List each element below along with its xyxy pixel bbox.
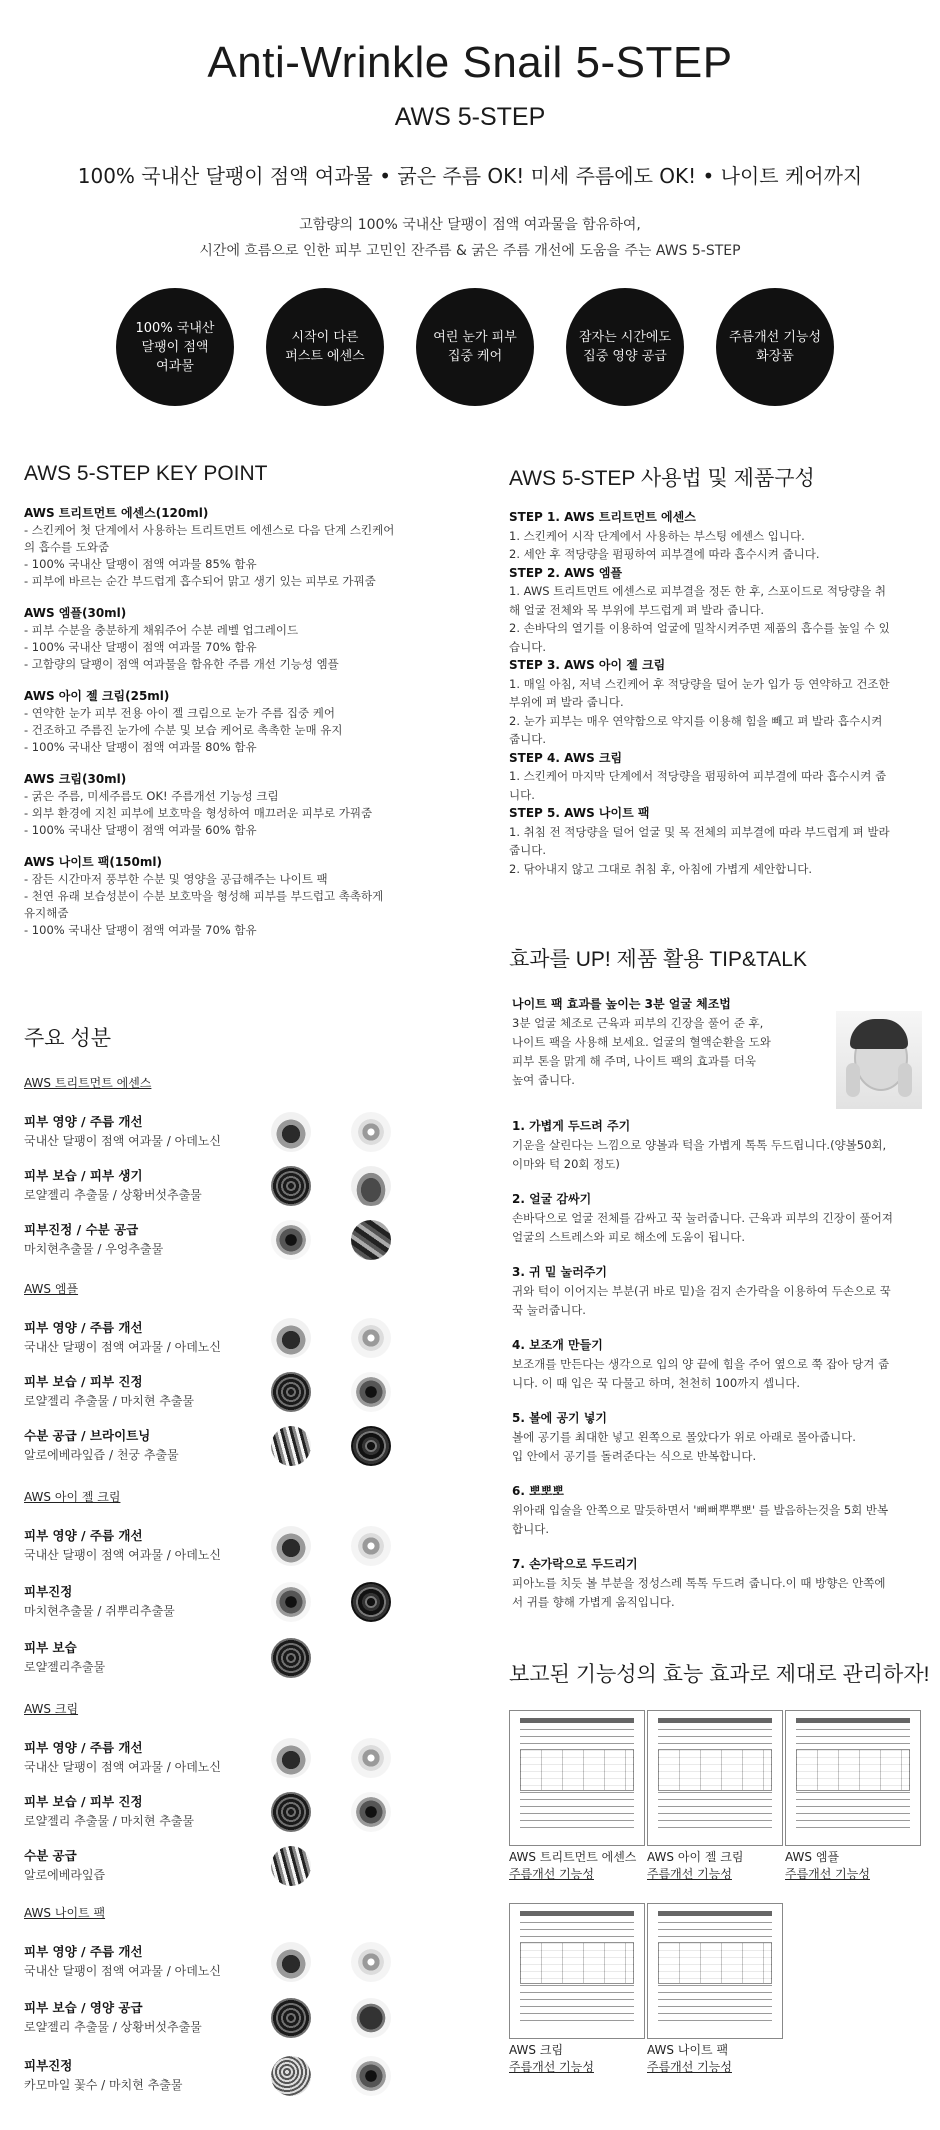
petal-icon <box>271 1582 311 1622</box>
mushroom-icon <box>351 1166 391 1206</box>
snail-icon <box>271 1112 311 1152</box>
keypoint-item: AWS 트리트먼트 에센스(120ml) - 스킨케어 첫 단계에서 사용하는 트리트먼트 에센스로 다음 단계 스킨케어 의 흡수를 도와줌 - 100% 국내산 달팽이 점액 여과물 85% 함유 - 피부에 바르는 순간 부드럽게 흡수되어 맑고 생기 있는 피부로 가꿔줌 <box>24 506 395 588</box>
honeycomb-icon <box>271 1998 311 2038</box>
ingredient-category: AWS 아이 젤 크림 <box>24 1490 121 1504</box>
honeycomb-icon <box>271 1792 311 1832</box>
ingredient-row: 피부 영양 / 주름 개선 국내산 달팽이 점액 여과물 / 아데노신 <box>24 1526 464 1574</box>
snail-icon <box>271 1738 311 1778</box>
tip-item: 1. 가볍게 두드려 주기 기운을 살린다는 느낌으로 양볼과 턱을 가볍게 톡톡 두드립니다.(양볼50회, 이마와 턱 20회 정도) <box>512 1119 887 1171</box>
ingredient-row: 피부 영양 / 주름 개선 국내산 달팽이 점액 여과물 / 아데노신 <box>24 1318 464 1366</box>
aloe-icon <box>271 1426 311 1466</box>
snail-icon <box>271 1942 311 1982</box>
certificate-image <box>509 1903 645 2039</box>
petal-icon <box>351 1372 391 1412</box>
ingredient-row: 피부 영양 / 주름 개선 국내산 달팽이 점액 여과물 / 아데노신 <box>24 1942 464 1990</box>
keypoint-item: AWS 엠플(30ml) - 피부 수분을 충분하게 채워주어 수분 레벨 업그레이드 - 100% 국내산 달팽이 점액 여과물 70% 함유 - 고함량의 달팽이 점액 여과물을 함유한 주름 개선 기능성 엠플 <box>24 606 339 671</box>
flower-icon <box>351 1526 391 1566</box>
tips-heading: 효과를 UP! 제품 활용 TIP&TALK <box>509 948 807 971</box>
ingredient-row: 피부 보습 / 피부 생기 로얄젤리 추출물 / 상황버섯추출물 <box>24 1166 464 1214</box>
ingredient-row: 피부 보습 / 피부 진정 로얄젤리 추출물 / 마치현 추출물 <box>24 1372 464 1420</box>
honeycomb-icon <box>271 1372 311 1412</box>
tip-item: 2. 얼굴 감싸기 손바닥으로 얼굴 전체를 감싸고 꾹 눌러줍니다. 근육과 피부의 긴장이 풀어져 얼굴의 스트레스와 피로 해소에 도움이 됩니다. <box>512 1192 893 1244</box>
root-icon <box>351 1426 391 1466</box>
feature-circle: 잠자는 시간에도 집중 영양 공급 <box>566 288 684 406</box>
page-title: Anti-Wrinkle Snail 5-STEP <box>207 38 733 87</box>
mushroom-icon <box>351 1998 391 2038</box>
snail-icon <box>271 1318 311 1358</box>
certificate-caption: AWS 크림 주름개선 기능성 <box>509 2043 594 2074</box>
feature-circles <box>116 288 836 408</box>
tip-item: 4. 보조개 만들기 보조개를 만든다는 생각으로 입의 양 끝에 힘을 주어 옆으로 쭉 잡아 당겨 줍 니다. 이 때 입은 꾹 다물고 하며, 천천히 100까지 셉니다. <box>512 1338 890 1390</box>
certificate-image <box>647 1710 783 1846</box>
keypoint-item: AWS 크림(30ml) - 굵은 주름, 미세주름도 OK! 주름개선 기능성 크림 - 외부 환경에 지친 피부에 보호막을 형성하여 매끄러운 피부로 가꿔줌 - 100% 국내산 달팽이 점액 여과물 60% 함유 <box>24 772 373 837</box>
petal-icon <box>271 1220 311 1260</box>
tip-item: 3. 귀 밑 눌러주기 귀와 턱이 이어지는 부분(귀 바로 밑)을 검지 손가락을 이용하여 두손으로 꾹 꾹 눌러줍니다. <box>512 1265 891 1317</box>
certs-heading: 보고된 기능성의 효능 효과로 제대로 관리하자! <box>509 1663 930 1686</box>
ingredient-category: AWS 크림 <box>24 1702 79 1716</box>
flower-icon <box>351 1942 391 1982</box>
flower-icon <box>351 1318 391 1358</box>
feature-circle: 여린 눈가 피부 집중 케어 <box>416 288 534 406</box>
petal-icon <box>351 1792 391 1832</box>
ingredient-row: 피부 보습 / 피부 진정 로얄젤리 추출물 / 마치현 추출물 <box>24 1792 464 1840</box>
ingredient-category: AWS 엠플 <box>24 1282 79 1296</box>
tip-item: 6. 뽀뽀뽀 위아래 입술을 안쪽으로 말듯하면서 '뻐뻐뿌뿌뽀' 를 발음하는것을 5회 반복 합니다. <box>512 1484 889 1536</box>
ingredient-row: 피부 보습 / 영양 공급 로얄젤리 추출물 / 상황버섯추출물 <box>24 1998 464 2046</box>
ingredient-row: 피부진정 / 수분 공급 마치현추출물 / 우엉추출물 <box>24 1220 464 1268</box>
ingredient-row: 피부 영양 / 주름 개선 국내산 달팽이 점액 여과물 / 아데노신 <box>24 1112 464 1160</box>
certificate-caption: AWS 나이트 팩 주름개선 기능성 <box>647 2043 732 2074</box>
feature-circle: 100% 국내산 달팽이 점액 여과물 <box>116 288 234 406</box>
intro-text: 고함량의 100% 국내산 달팽이 점액 여과물을 함유하여, 시간에 흐름으로 인한 피부 고민인 잔주름 & 굵은 주름 개선에 도움을 주는 AWS 5-STEP <box>199 217 741 259</box>
ingredient-category: AWS 트리트먼트 에센스 <box>24 1076 152 1090</box>
ingredient-row: 피부 보습 로얄젤리추출물 <box>24 1638 464 1686</box>
keypoint-item: AWS 나이트 팩(150ml) - 잠든 시간마저 풍부한 수분 및 영양을 공급해주는 나이트 팩 - 천연 유래 보습성분이 수분 보호막을 형성해 피부를 부드럽고 촉촉하게 유지해줌 - 100% 국내산 달팽이 점액 여과물 70% 함유 <box>24 855 384 937</box>
root-icon <box>351 1582 391 1622</box>
tip-item: 7. 손가락으로 두드리기 피아노를 치듯 볼 부분을 정성스레 톡톡 두드려 줍니다.이 때 방향은 안쪽에 서 귀를 향해 가볍게 움직입니다. <box>512 1557 886 1609</box>
feature-circle: 시작이 다른 퍼스트 에센스 <box>266 288 384 406</box>
face-exercise-photo <box>836 1011 922 1109</box>
honeycomb-icon <box>271 1638 311 1678</box>
ingredient-row: 피부진정 카모마일 꽃수 / 마치현 추출물 <box>24 2056 464 2104</box>
tip-item: 5. 볼에 공기 넣기 볼에 공기를 최대한 넣고 왼쪽으로 몰았다가 위로 아래로 몰아줍니다. 입 안에서 공기를 돌려준다는 식으로 반복합니다. <box>512 1411 856 1463</box>
ingredient-row: 수분 공급 알로에베라잎즙 <box>24 1846 464 1894</box>
certificate-caption: AWS 트리트먼트 에센스 주름개선 기능성 <box>509 1850 637 1881</box>
ingredient-category: AWS 나이트 팩 <box>24 1906 106 1920</box>
usage-steps: STEP 1. AWS 트리트먼트 에센스 1. 스킨케어 시작 단계에서 사용하는 부스팅 에센스 입니다. 2. 세안 후 적당량을 펌핑하여 피부결에 따라 흡수시켜 줍니다. STEP 2. AWS 엠플 1. AWS 트리트먼트 에센스로 피부결을 정돈 한 후, 스포이드로 적당량을 취 해 얼굴 전체와 목 부위에 부드럽게 펴 발라 줍니다. 2. 손바닥의 열기를 이용하여 얼굴에 밀착시켜주면 제품의 흡수를 높일 수 있 습니다. STEP 3. AWS 아이 젤 크림 1. 매일 아침, 저녁 스킨케어 후 적당량을 덜어 눈가 입가 등 연약하고 건조한 부위에 펴 발라 줍니다. 2. 눈가 피부는 매우 연약함으로 약지를 이용해 힘을 빼고 펴 발라 흡수시켜 줍니다. STEP 4. AWS 크림 1. 스킨케어 마지막 단계에서 적당량을 펌핑하여 피부결에 따라 흡수시켜 줍 니다. STEP 5. AWS 나이트 팩 1. 취침 전 적당량을 덜어 얼굴 및 목 전체의 피부결에 따라 부드럽게 펴 발라 줍니다. 2. 닦아내지 않고 그대로 취침 후, 아침에 가볍게 세안합니다. <box>509 510 890 876</box>
tagline: 100% 국내산 달팽이 점액 여과물 • 굵은 주름 OK! 미세 주름에도 OK! • 나이트 케어까지 <box>77 164 863 188</box>
chamomile-icon <box>271 2056 311 2096</box>
snail-icon <box>271 1526 311 1566</box>
keypoint-heading: AWS 5-STEP KEY POINT <box>24 462 268 485</box>
ingredient-row: 피부 영양 / 주름 개선 국내산 달팽이 점액 여과물 / 아데노신 <box>24 1738 464 1786</box>
page-subtitle: AWS 5-STEP <box>394 103 546 131</box>
flower-icon <box>351 1112 391 1152</box>
flower-icon <box>351 1738 391 1778</box>
aloe-icon <box>271 1846 311 1886</box>
petal-icon <box>351 2056 391 2096</box>
keypoint-list <box>24 505 454 954</box>
certificate-image <box>509 1710 645 1846</box>
feature-circle: 주름개선 기능성 화장품 <box>716 288 834 406</box>
tips-intro: 나이트 팩 효과를 높이는 3분 얼굴 체조법 3분 얼굴 체조로 근육과 피부의 긴장을 풀어 준 후, 나이트 팩을 사용해 보세요. 얼굴의 혈액순환을 도와 피부 톤을 맑게 해 주며, 나이트 팩의 효과를 더욱 높여 줍니다. <box>512 997 771 1087</box>
certificate-caption: AWS 엠플 주름개선 기능성 <box>785 1850 870 1881</box>
ingredient-row: 수분 공급 / 브라이트닝 알로에베라잎즙 / 천궁 추출물 <box>24 1426 464 1474</box>
honeycomb-icon <box>271 1166 311 1206</box>
keypoint-item: AWS 아이 젤 크림(25ml) - 연약한 눈가 피부 전용 아이 젤 크림으로 눈가 주름 집중 케어 - 건조하고 주름진 눈가에 수분 및 보습 케어로 촉촉한 눈매 유지 - 100% 국내산 달팽이 점액 여과물 80% 함유 <box>24 689 343 754</box>
certificate-image <box>785 1710 921 1846</box>
ingredient-row: 피부진정 마치현추출물 / 쥐뿌리추출물 <box>24 1582 464 1630</box>
certificate-caption: AWS 아이 젤 크림 주름개선 기능성 <box>647 1850 744 1881</box>
usage-heading: AWS 5-STEP 사용법 및 제품구성 <box>509 467 815 490</box>
certificate-image <box>647 1903 783 2039</box>
camouflage-icon <box>351 1220 391 1260</box>
ingredients-heading: 주요 성분 <box>24 1027 111 1050</box>
